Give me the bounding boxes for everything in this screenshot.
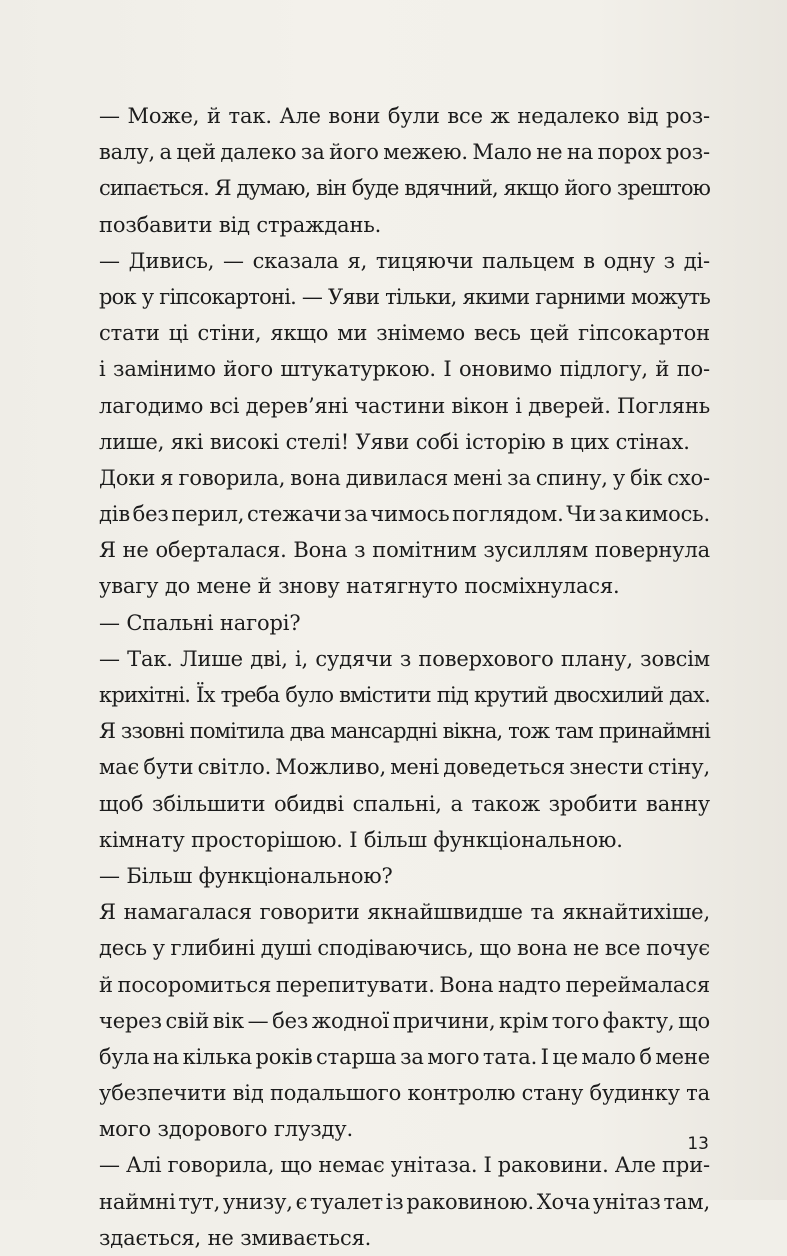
text-line: рок у гіпсокартоні. — Уяви тільки, якими гарними можуть	[99, 284, 710, 309]
text-line: щоб збільшити обидві спальні, а також зробити ванну	[99, 791, 710, 816]
text-line: мого здорового глузду.	[99, 1117, 354, 1142]
text-line: крихітні. Їх треба було вмістити під крутий двосхилий дах.	[99, 683, 710, 707]
text-line: убезпечити від подальшого контролю стану будинку та	[99, 1081, 710, 1106]
text-line: увагу до мене й знову натягнуто посміхнулася.	[99, 574, 620, 599]
text-line: лише, які високі стелі! Уяви собі історію в цих стінах.	[99, 429, 690, 454]
text-line: і замінимо його штукатуркою. І оновимо підлогу, й по-	[99, 357, 710, 382]
text-line: здається, не змивається.	[99, 1225, 372, 1250]
text-line: Я не оберталася. Вона з помітним зусиллям повернула	[99, 538, 710, 563]
text-line: через свій вік — без жодної причини, крім того факту, що	[99, 1008, 710, 1033]
text-line: Я намагалася говорити якнайшвидше та якнайтихіше,	[99, 900, 710, 925]
text-line: була на кілька років старша за мого тата. І це мало б мене	[99, 1044, 710, 1069]
text-line: позбавити від страждань.	[99, 212, 382, 237]
text-line: — Спальні нагорі?	[99, 610, 301, 635]
text-line: дів без перил, стежачи за чимось поглядом. Чи за кимось.	[99, 502, 710, 527]
text-line: десь у глибині душі сподіваючись, що вона не все почує	[99, 936, 710, 961]
text-line: сипається. Я думаю, він буде вдячний, якщо його зрештою	[99, 176, 710, 201]
text-line: стати ці стіни, якщо ми знімемо весь цей гіпсокартон	[99, 321, 710, 346]
text-line: має бути світло. Можливо, мені доведеться знести стіну,	[99, 755, 710, 780]
text-line: — Дивись, — сказала я, тицяючи пальцем в одну з ді-	[99, 248, 710, 273]
text-line: — Так. Лише дві, і, судячи з поверхового плану, зовсім	[99, 646, 710, 671]
text-line: кімнату просторішою. І більш функціональною.	[99, 827, 623, 852]
text-line: лагодимо всі дерев’яні частини вікон і дверей. Поглянь	[99, 393, 710, 418]
text-line: — Алі говорила, що немає унітаза. І раковини. Але при-	[99, 1153, 710, 1178]
page-number: 13	[687, 1134, 709, 1154]
text-line: Я ззовні помітила два мансардні вікна, тож там принаймні	[99, 719, 710, 744]
text-line: — Може, й так. Але вони були все ж недалеко від роз-	[99, 104, 710, 128]
text-line: — Більш функціональною?	[99, 863, 393, 888]
text-line: наймні тут, унизу, є туалет із раковиною. Хоча унітаз там,	[99, 1189, 710, 1214]
text-line: валу, а цей далеко за його межею. Мало не на порох роз-	[99, 140, 710, 165]
body-text	[99, 98, 710, 1256]
text-line: Доки я говорила, вона дивилася мені за спину, у бік схо-	[99, 465, 710, 490]
text-line: й посоромиться перепитувати. Вона надто переймалася	[99, 972, 710, 997]
